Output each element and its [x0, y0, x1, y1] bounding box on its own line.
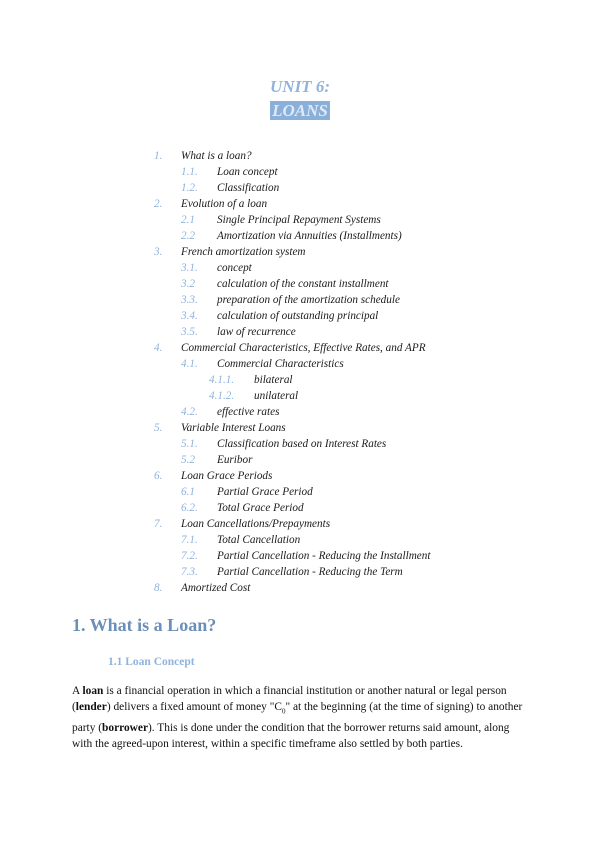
- toc-item-label: What is a loan?: [181, 150, 252, 162]
- toc-item-number: 1.: [154, 150, 163, 162]
- toc-item-label: calculation of the constant installment: [217, 278, 389, 290]
- toc-item-label: concept: [217, 262, 252, 274]
- toc-item-number: 4.1.: [181, 358, 198, 370]
- toc-item[interactable]: [0, 212, 600, 228]
- toc-item[interactable]: [0, 532, 600, 548]
- toc-item-label: Commercial Characteristics: [217, 358, 344, 370]
- toc-item-number: 4.: [154, 342, 163, 354]
- toc-item[interactable]: [0, 404, 600, 420]
- toc-item-label: Total Cancellation: [217, 534, 301, 546]
- toc-item[interactable]: [0, 260, 600, 276]
- toc-item-number: 8.: [154, 582, 163, 594]
- toc-item-number: 6.2.: [181, 502, 198, 514]
- toc-item-label: Evolution of a loan: [181, 198, 268, 210]
- toc-item-number: 1.2.: [181, 182, 198, 194]
- toc-item-label: calculation of outstanding principal: [217, 310, 379, 322]
- toc-item-label: preparation of the amortization schedule: [217, 294, 400, 306]
- toc-item-label: Amortization via Annuities (Installments): [217, 230, 402, 242]
- toc-item-label: Partial Cancellation - Reducing the Installment: [217, 550, 431, 562]
- toc-item-number: 6.: [154, 470, 163, 482]
- toc-item[interactable]: [0, 500, 600, 516]
- toc-item-number: 7.1.: [181, 534, 198, 546]
- toc-item-number: 2.1: [181, 214, 195, 226]
- toc-item-label: Partial Grace Period: [217, 486, 313, 498]
- toc-item-label: Classification based on Interest Rates: [217, 438, 387, 450]
- unit-subtitle: [0, 100, 600, 122]
- toc-item[interactable]: [0, 420, 600, 436]
- toc-item-label: Total Grace Period: [217, 502, 304, 514]
- toc-item-number: 4.1.2.: [209, 390, 235, 402]
- toc-item[interactable]: [0, 580, 600, 596]
- toc-item[interactable]: [0, 356, 600, 372]
- toc-item[interactable]: [0, 196, 600, 212]
- toc-item[interactable]: [0, 292, 600, 308]
- toc-item-number: 2.2: [181, 230, 195, 242]
- loan-definition-paragraph: A loan is a financial operation in which a financial institution or another natural or legal person (lender) delivers a fixed amount of money "$C_0$" at the beginning (at the time of signing) to another party (borrower). This is done under the condition that the borrower returns said amount, along with the agreed-upon interest, within a specific timeframe also settled by both parties.: [72, 685, 523, 750]
- toc-item-number: 3.1.: [181, 262, 198, 274]
- toc-item-label: French amortization system: [181, 246, 306, 258]
- toc-item-number: 3.5.: [181, 326, 198, 338]
- toc-item[interactable]: [0, 452, 600, 468]
- toc-item-label: Single Principal Repayment Systems: [217, 214, 381, 226]
- toc-item-number: 3.3.: [181, 294, 198, 306]
- toc-item[interactable]: [0, 548, 600, 564]
- toc-item-label: Euribor: [217, 454, 253, 466]
- toc-item[interactable]: [0, 308, 600, 324]
- toc-item-number: 3.2: [181, 278, 195, 290]
- toc-item[interactable]: [0, 164, 600, 180]
- toc-item[interactable]: [0, 180, 600, 196]
- toc-item-label: Commercial Characteristics, Effective Rates, and APR: [181, 342, 426, 354]
- toc-item[interactable]: [0, 436, 600, 452]
- term-borrower: borrower: [102, 721, 149, 734]
- toc-item-number: 7.2.: [181, 550, 198, 562]
- toc-item[interactable]: [0, 324, 600, 340]
- toc-item-number: 2.: [154, 198, 163, 210]
- toc-item[interactable]: [0, 228, 600, 244]
- toc-item-label: effective rates: [217, 406, 280, 418]
- toc-item[interactable]: [0, 564, 600, 580]
- toc-item[interactable]: [0, 516, 600, 532]
- toc-item-label: unilateral: [254, 390, 299, 402]
- toc-item-label: Loan concept: [217, 166, 278, 178]
- section-heading: 1. What is a Loan?: [72, 615, 217, 635]
- toc-item-number: 4.1.1.: [209, 374, 235, 386]
- toc-item[interactable]: [0, 340, 600, 356]
- subsection-heading: 1.1 Loan Concept: [108, 656, 195, 668]
- toc-item-number: 5.1.: [181, 438, 198, 450]
- subscript-zero: 0: [281, 707, 286, 716]
- toc-item-number: 3.: [154, 246, 163, 258]
- toc-item-number: 6.1: [181, 486, 195, 498]
- term-lender: lender: [75, 701, 107, 714]
- toc-item-label: Loan Grace Periods: [181, 470, 273, 482]
- toc-item-number: 3.4.: [181, 310, 198, 322]
- toc-item[interactable]: [0, 468, 600, 484]
- toc-item-label: Partial Cancellation - Reducing the Term: [217, 566, 403, 578]
- toc-item[interactable]: [0, 148, 600, 164]
- toc-item[interactable]: [0, 244, 600, 260]
- toc-item-label: bilateral: [254, 374, 293, 386]
- toc-item-label: Variable Interest Loans: [181, 422, 286, 434]
- toc-item-number: 1.1.: [181, 166, 198, 178]
- toc-item-number: 7.3.: [181, 566, 198, 578]
- term-loan: loan: [82, 685, 104, 697]
- toc-item-number: 5.: [154, 422, 163, 434]
- toc-item-label: Amortized Cost: [181, 582, 251, 594]
- toc-item[interactable]: [0, 484, 600, 500]
- toc-item-number: 7.: [154, 518, 163, 530]
- toc-item-label: Loan Cancellations/Prepayments: [181, 518, 331, 530]
- unit-subtitle-highlight: LOANS: [272, 101, 328, 120]
- toc-item[interactable]: [0, 276, 600, 292]
- toc-item-number: 5.2: [181, 454, 195, 466]
- toc-item-label: Classification: [217, 182, 280, 194]
- table-of-contents: [0, 148, 600, 596]
- toc-item-number: 4.2.: [181, 406, 198, 418]
- unit-title: UNIT 6:: [270, 77, 330, 96]
- toc-item[interactable]: [0, 372, 600, 388]
- toc-item[interactable]: [0, 388, 600, 404]
- toc-item-label: law of recurrence: [217, 326, 296, 338]
